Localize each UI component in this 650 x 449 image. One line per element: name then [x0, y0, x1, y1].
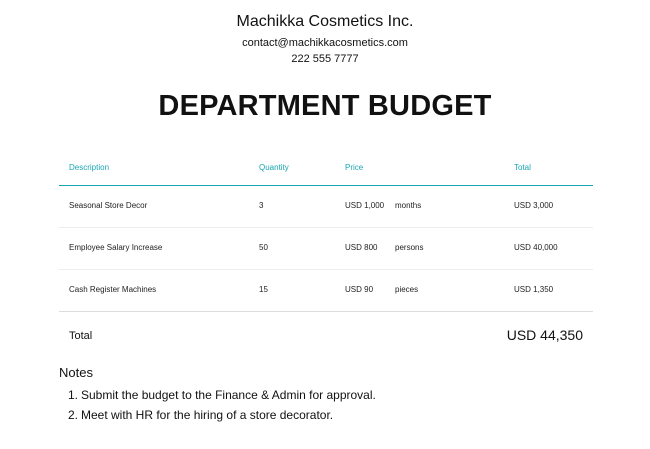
note-number: 2.: [67, 408, 78, 422]
note-item: [59, 405, 376, 425]
row-total: USD 3,000: [514, 201, 554, 210]
total-value: USD 44,350: [506, 327, 583, 343]
header-quantity: Quantity: [259, 163, 289, 172]
row-unit: months: [395, 201, 422, 210]
company-phone: 222 555 7777: [291, 53, 359, 65]
note-text: Submit the budget to the Finance & Admin for approval.: [81, 388, 376, 402]
row-total: USD 1,350: [514, 285, 554, 294]
note-item: [59, 385, 376, 405]
table-row: [59, 186, 593, 228]
budget-table: [59, 150, 593, 312]
row-unit: persons: [395, 243, 424, 252]
note-number: 1.: [67, 388, 78, 402]
document-title: DEPARTMENT BUDGET: [158, 90, 492, 122]
header-total: Total: [514, 163, 531, 172]
table-row: [59, 228, 593, 270]
row-price: USD 90: [345, 285, 374, 294]
row-quantity: 15: [259, 285, 268, 294]
row-price: USD 1,000: [345, 201, 385, 210]
row-unit: pieces: [395, 285, 419, 294]
header-description: Description: [69, 163, 110, 172]
header-price: Price: [345, 163, 364, 172]
note-text: Meet with HR for the hiring of a store decorator.: [81, 408, 334, 422]
row-description: Seasonal Store Decor: [69, 201, 148, 210]
table-header: [59, 150, 593, 186]
row-description: Employee Salary Increase: [69, 243, 163, 252]
notes-title: Notes: [59, 365, 93, 380]
notes-list: [59, 385, 376, 425]
grand-total-row: [59, 327, 593, 347]
company-email: contact@machikkacosmetics.com: [242, 37, 408, 49]
row-price: USD 800: [345, 243, 378, 252]
table-row: [59, 270, 593, 312]
row-description: Cash Register Machines: [69, 285, 157, 294]
row-total: USD 40,000: [514, 243, 558, 252]
row-quantity: 3: [259, 201, 264, 210]
company-name: Machikka Cosmetics Inc.: [236, 13, 414, 30]
total-label: Total: [69, 330, 93, 342]
row-quantity: 50: [259, 243, 268, 252]
